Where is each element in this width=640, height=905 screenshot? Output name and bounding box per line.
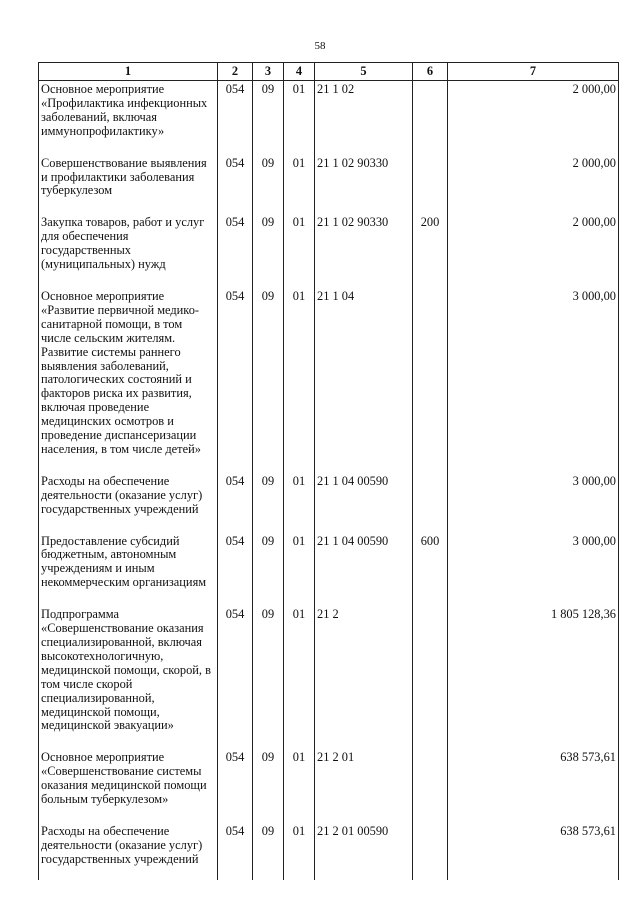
ved-code: 054 (218, 820, 253, 880)
rz-code: 09 (253, 820, 284, 880)
pr-code: 01 (284, 820, 315, 880)
item-name: Расходы на обеспечение деятельности (оказание услуг) государственных учреждений (39, 820, 218, 880)
pr-code: 01 (284, 746, 315, 820)
ved-code: 054 (218, 152, 253, 212)
rz-code: 09 (253, 152, 284, 212)
pr-code: 01 (284, 81, 315, 152)
table-row (39, 211, 619, 285)
ved-code: 054 (218, 211, 253, 285)
rz-code: 09 (253, 285, 284, 470)
header-col-3: 3 (253, 63, 284, 81)
table-row (39, 820, 619, 880)
vr-code: 600 (413, 530, 448, 604)
csr-code: 21 2 01 00590 (315, 820, 413, 880)
item-name: Основное мероприятие «Профилактика инфекционных заболеваний, включая иммунопрофилактику» (39, 81, 218, 152)
ved-code: 054 (218, 285, 253, 470)
csr-code: 21 1 02 90330 (315, 152, 413, 212)
sum-value: 638 573,61 (448, 820, 619, 880)
pr-code: 01 (284, 152, 315, 212)
item-name: Основное мероприятие «Развитие первичной медико-санитарной помощи, в том числе сельским жителям. Развитие системы раннего выявления заболеваний, патологических состояний и факторов риска их развития, включая проведение медицинских осмотров и проведение диспансеризации населения, в том числе детей» (39, 285, 218, 470)
csr-code: 21 1 04 (315, 285, 413, 470)
header-col-2: 2 (218, 63, 253, 81)
table-row (39, 470, 619, 530)
sum-value: 2 000,00 (448, 211, 619, 285)
sum-value: 3 000,00 (448, 530, 619, 604)
ved-code: 054 (218, 746, 253, 820)
csr-code: 21 2 (315, 603, 413, 746)
pr-code: 01 (284, 470, 315, 530)
sum-value: 638 573,61 (448, 746, 619, 820)
vr-code (413, 152, 448, 212)
sum-value: 2 000,00 (448, 152, 619, 212)
page-number: 58 (314, 40, 326, 52)
header-col-6: 6 (413, 63, 448, 81)
item-name: Подпрограмма «Совершенствование оказания специализированной, включая высокотехнологичную, медицинской помощи, скорой, в том числе скорой специализированной, медицинской помощи, медицинской эвакуации» (39, 603, 218, 746)
rz-code: 09 (253, 470, 284, 530)
rz-code: 09 (253, 211, 284, 285)
sum-value: 1 805 128,36 (448, 603, 619, 746)
table-header-row (39, 63, 619, 81)
csr-code: 21 1 02 (315, 81, 413, 152)
table-row (39, 285, 619, 470)
pr-code: 01 (284, 285, 315, 470)
pr-code: 01 (284, 603, 315, 746)
csr-code: 21 1 04 00590 (315, 470, 413, 530)
ved-code: 054 (218, 603, 253, 746)
vr-code (413, 81, 448, 152)
item-name: Предоставление субсидий бюджетным, автономным учреждениям и иным некоммерческим организациям (39, 530, 218, 604)
vr-code: 200 (413, 211, 448, 285)
csr-code: 21 1 02 90330 (315, 211, 413, 285)
sum-value: 2 000,00 (448, 81, 619, 152)
rz-code: 09 (253, 81, 284, 152)
item-name: Закупка товаров, работ и услуг для обеспечения государственных (муниципальных) нужд (39, 211, 218, 285)
ved-code: 054 (218, 470, 253, 530)
item-name: Совершенствование выявления и профилактики заболевания туберкулезом (39, 152, 218, 212)
rz-code: 09 (253, 530, 284, 604)
table-row (39, 81, 619, 152)
header-col-4: 4 (284, 63, 315, 81)
sum-value: 3 000,00 (448, 470, 619, 530)
vr-code (413, 603, 448, 746)
table-row (39, 530, 619, 604)
vr-code (413, 285, 448, 470)
sum-value: 3 000,00 (448, 285, 619, 470)
rz-code: 09 (253, 746, 284, 820)
header-col-5: 5 (315, 63, 413, 81)
pr-code: 01 (284, 530, 315, 604)
item-name: Основное мероприятие «Совершенствование системы оказания медицинской помощи больным туберкулезом» (39, 746, 218, 820)
header-col-7: 7 (448, 63, 619, 81)
csr-code: 21 2 01 (315, 746, 413, 820)
item-name: Расходы на обеспечение деятельности (оказание услуг) государственных учреждений (39, 470, 218, 530)
ved-code: 054 (218, 530, 253, 604)
table-row (39, 152, 619, 212)
table-row (39, 603, 619, 746)
ved-code: 054 (218, 81, 253, 152)
rz-code: 09 (253, 603, 284, 746)
pr-code: 01 (284, 211, 315, 285)
csr-code: 21 1 04 00590 (315, 530, 413, 604)
header-col-1: 1 (39, 63, 218, 81)
vr-code (413, 746, 448, 820)
vr-code (413, 470, 448, 530)
table-row (39, 746, 619, 820)
budget-table (38, 62, 619, 880)
vr-code (413, 820, 448, 880)
